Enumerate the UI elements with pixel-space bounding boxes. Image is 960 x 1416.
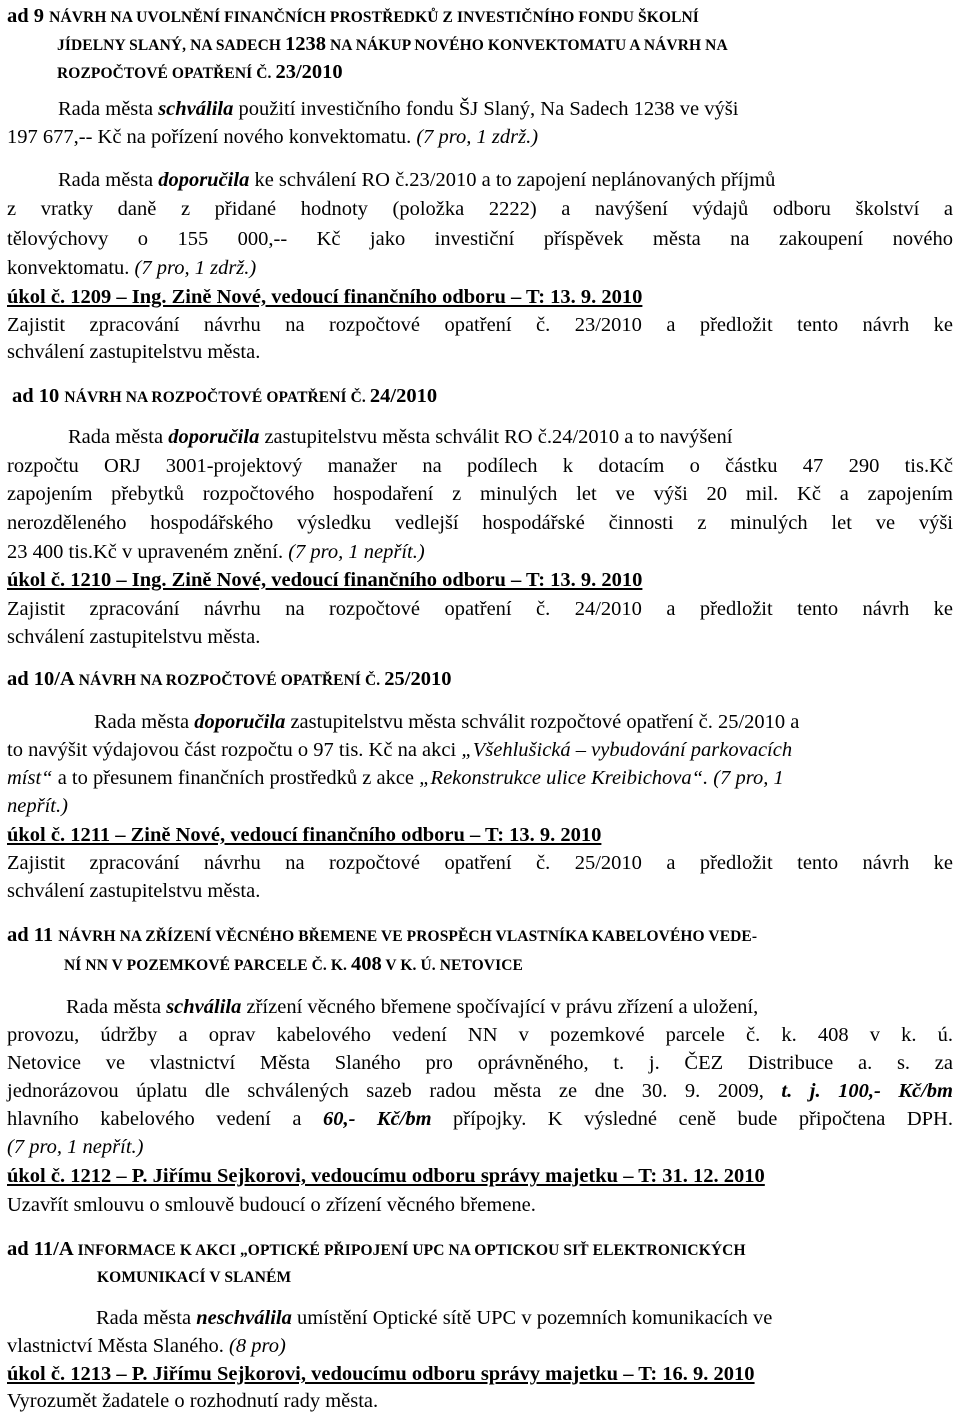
vote-result: (8 pro) [229, 1335, 286, 1357]
paragraph-line: Rada města doporučila ke schválení RO č.23/2010 a to zapojení neplánovaných příjmů [58, 169, 776, 191]
task-description: Zajistit zpracování návrhu na rozpočtové opatření č. 25/2010 a předložit tento návrh ke [7, 852, 953, 874]
task-line: úkol č. 1211 – Zině Nové, vedoucí finančního odboru – T: 13. 9. 2010 [7, 824, 602, 846]
paragraph-line: míst“ a to přesunem finančních prostředků z akce „Rekonstrukce ulice Kreibichova“. (7 pro, 1 [7, 767, 784, 789]
vote-result: (7 pro, 1 nepřít.) [288, 541, 425, 563]
paragraph-line: 23 400 tis.Kč v upraveném znění. (7 pro, 1 nepřít.) [7, 541, 425, 563]
heading-ad11a: ad 11/A INFORMACE K AKCI „OPTICKÉ PŘIPOJENÍ UPC NA OPTICKOU SIŤ ELEKTRONICKÝCH [7, 1238, 746, 1260]
task-line: úkol č. 1210 – Ing. Zině Nové, vedoucí finančního odboru – T: 13. 9. 2010 [7, 569, 643, 591]
paragraph-line: jednorázovou úplatu dle schválených sazeb radou města ze dne 30. 9. 2009, t. j. 100,- Kč/bm [7, 1080, 953, 1102]
paragraph-line: to navýšit výdajovou část rozpočtu o 97 tis. Kč na akci „Všehlušická – vybudování parkovacích [7, 739, 793, 761]
task-description: schválení zastupitelstvu města. [7, 341, 261, 363]
heading-text: NÁVRH NA UVOLNĚNÍ FINANČNÍCH PROSTŘEDKŮ Z INVESTIČNÍHO FONDU ŠKOLNÍ [49, 9, 699, 26]
heading-ad10: ad 10 NÁVRH NA ROZPOČTOVÉ OPATŘENÍ Č. 24/2010 [12, 385, 438, 407]
heading-ad11a-line2: KOMUNIKACÍ V SLANÉM [97, 1269, 292, 1286]
heading-ad11-line2: NÍ NN V POZEMKOVÉ PARCELE Č. K. 408 V K. Ú. NETOVICE [64, 953, 523, 975]
paragraph-line: vlastnictví Města Slaného. (8 pro) [7, 1335, 286, 1357]
vote-result: (7 pro, 1 zdrž.) [416, 126, 539, 148]
heading-ad9-line3: ROZPOČTOVÉ OPATŘENÍ Č. 23/2010 [57, 61, 343, 83]
heading-ad9-line2: JÍDELNY SLANÝ, NA SADECH 1238 NA NÁKUP NOVÉHO KONVEKTOMATU A NÁVRH NA [57, 33, 728, 55]
paragraph-line: Rada města schválila zřízení věcného břemene spočívající v právu zřízení a uložení, [66, 996, 759, 1018]
heading-ad10a: ad 10/A NÁVRH NA ROZPOČTOVÉ OPATŘENÍ Č. 25/2010 [7, 668, 452, 690]
paragraph-line: z vratky daně z přidané hodnoty (položka 2222) a navýšení výdajů odboru školství a [7, 198, 953, 220]
paragraph-line: nerozděleného hospodářského výsledku vedlejší hospodářské činnosti z minulých let ve výši [7, 512, 953, 534]
paragraph-line: tělovýchovy o 155 000,-- Kč jako investiční příspěvek města na zakoupení nového [7, 228, 953, 250]
heading-number: ad 9 [7, 5, 50, 27]
task-description: schválení zastupitelstvu města. [7, 626, 261, 648]
task-line: úkol č. 1209 – Ing. Zině Nové, vedoucí finančního odboru – T: 13. 9. 2010 [7, 286, 643, 308]
heading-ad9 [7, 3, 953, 29]
vote-result: (7 pro, 1 zdrž.) [134, 257, 257, 279]
task-line: úkol č. 1212 – P. Jiřímu Sejkorovi, vedoucímu odboru správy majetku – T: 31. 12. 2010 [7, 1165, 765, 1187]
paragraph-line: Rada města doporučila zastupitelstvu města schválit rozpočtové opatření č. 25/2010 a [94, 711, 800, 733]
vote-result: nepřít.) [7, 795, 68, 817]
paragraph-line: zapojením přebytků rozpočtového hospodaření z minulých let ve výši 20 mil. Kč a zapojením [7, 483, 953, 505]
paragraph-line: Rada města neschválila umístění Optické sítě UPC v pozemních komunikacích ve [96, 1307, 773, 1329]
task-description: schválení zastupitelstvu města. [7, 880, 261, 902]
vote-result: (7 pro, 1 nepřít.) [7, 1136, 144, 1158]
paragraph-line: Rada města doporučila zastupitelstvu města schválit RO č.24/2010 a to navýšení [68, 426, 733, 448]
paragraph-line: 197 677,-- Kč na pořízení nového konvektomatu. (7 pro, 1 zdrž.) [7, 126, 539, 148]
paragraph-line: hlavního kabelového vedení a 60,- Kč/bm přípojky. K výsledné ceně bude připočtena DPH. [7, 1108, 953, 1130]
heading-ad11: ad 11 NÁVRH NA ZŘÍZENÍ VĚCNÉHO BŘEMENE VE PROSPĚCH VLASTNÍKA KABELOVÉHO VEDE- [7, 924, 758, 946]
task-description: Zajistit zpracování návrhu na rozpočtové opatření č. 24/2010 a předložit tento návrh ke [7, 598, 953, 620]
paragraph-line: rozpočtu ORJ 3001-projektový manažer na podílech k dotacím o částku 47 290 tis.Kč [7, 455, 953, 477]
paragraph-line: provozu, údržby a oprav kabelového vedení NN v pozemkové parcele č. k. 408 v k. ú. [7, 1024, 953, 1046]
paragraph-line: Rada města schválila použití investičního fondu ŠJ Slaný, Na Sadech 1238 ve výši [58, 98, 739, 120]
task-line: úkol č. 1213 – P. Jiřímu Sejkorovi, vedoucímu odboru správy majetku – T: 16. 9. 2010 [7, 1363, 755, 1385]
task-description: Zajistit zpracování návrhu na rozpočtové opatření č. 23/2010 a předložit tento návrh ke [7, 314, 953, 336]
paragraph-line: konvektomatu. (7 pro, 1 zdrž.) [7, 257, 257, 279]
task-description: Vyrozumět žadatele o rozhodnutí rady města. [7, 1390, 379, 1412]
task-description: Uzavřít smlouvu o smlouvě budoucí o zřízení věcného břemene. [7, 1194, 536, 1216]
paragraph-line: Netovice ve vlastnictví Města Slaného pro oprávněného, t. j. ČEZ Distribuce a. s. za [7, 1052, 953, 1074]
